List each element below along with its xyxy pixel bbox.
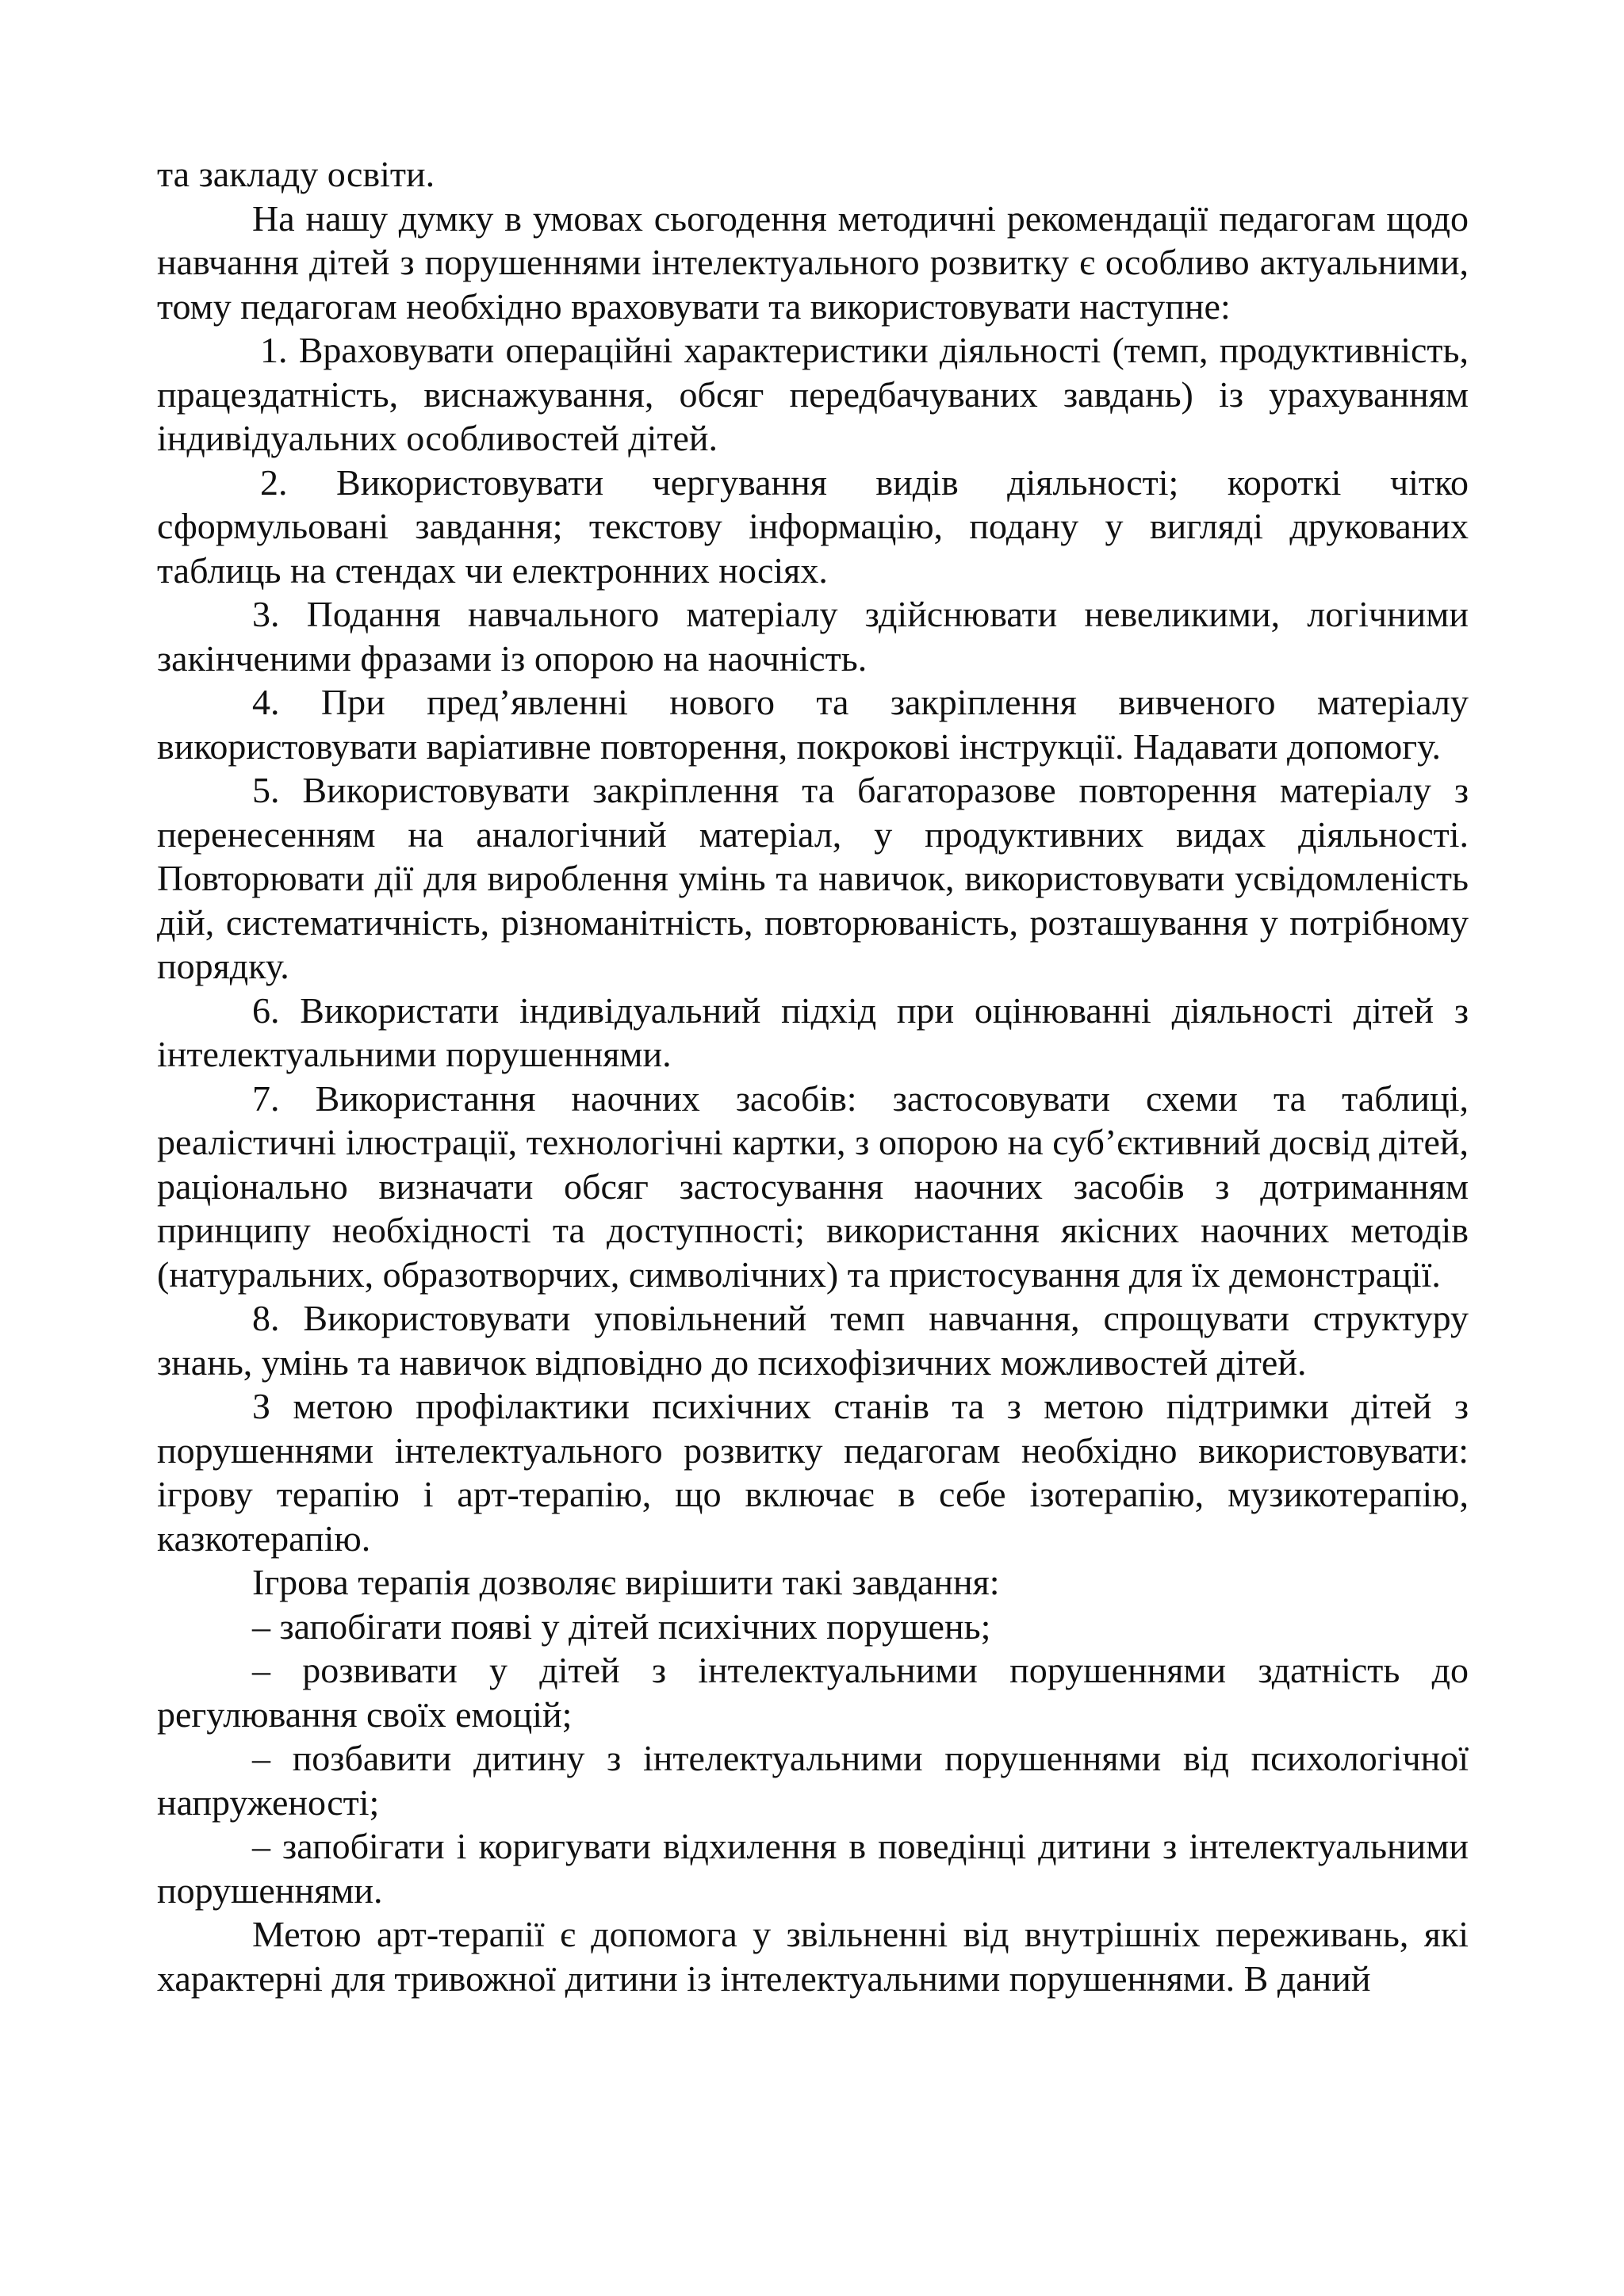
list-item: 4. При пред’явленні нового та закріплення вивченого матеріалу використовувати варіативне повторення, покрокові інструкції. Надавати допомогу. — [157, 682, 1469, 767]
document-page — [157, 152, 1469, 2000]
list-item: 5. Використовувати закріплення та багаторазове повторення матеріалу з перенесенням на аналогічний матеріал, у продуктивних видах діяльності. Повторювати дії для вироблення умінь та навичок, використовувати усвідомленість дій, систематичність, різноманітність, повторюваність, розташування у потрібному порядку. — [157, 770, 1469, 986]
list-item: 6. Використати індивідуальний підхід при оцінюванні діяльності дітей з інтелектуальними порушеннями. — [157, 989, 1469, 1074]
list-item: 7. Використання наочних засобів: застосовувати схеми та таблиці, реалістичні ілюстрації, технологічні картки, з опорою на суб’єктивний досвід дітей, раціонально визначати обсяг застосування наочних засобів з дотриманням принципу необхідності та доступності; використання якісних наочних методів (натуральних, образотворчих, символічних) та пристосування для їх демонстрації. — [157, 1077, 1469, 1295]
paragraph: З метою профілактики психічних станів та з метою підтримки дітей з порушеннями інтелектуального розвитку педагогам необхідно використовувати: ігрову терапію і арт-терапію, що включає в себе ізотерапію, музикотерапію, казкотерапію. — [157, 1386, 1469, 1559]
dash-item: – розвивати у дітей з інтелектуальними порушеннями здатність до регулювання своїх емоцій; — [157, 1650, 1469, 1735]
paragraph: На нашу думку в умовах сьогодення методичні рекомендації педагогам щодо навчання дітей з порушеннями інтелектуального розвитку є особливо актуальними, тому педагогам необхідно враховувати та використовувати наступне: — [157, 197, 1469, 327]
paragraph: Ігрова терапія дозволяє вирішити такі завдання: — [252, 1562, 1000, 1602]
list-item: 2. Використовувати чергування видів діяльності; короткі чітко сформульовані завдання; текстову інформацію, подану у вигляді друкованих таблиць на стендах чи електронних носіях. — [157, 461, 1469, 591]
list-item: 1. Враховувати операційні характеристики діяльності (темп, продуктивність, працездатність, виснажування, обсяг передбачуваних завдань) із урахуванням індивідуальних особливостей дітей. — [157, 330, 1469, 458]
list-item: 3. Подання навчального матеріалу здійснювати невеликими, логічними закінченими фразами із опорою на наочність. — [157, 594, 1469, 679]
dash-item: – позбавити дитину з інтелектуальними порушеннями від психологічної напруженості; — [157, 1738, 1469, 1823]
dash-item: – запобігати появі у дітей психічних порушень; — [252, 1605, 991, 1647]
dash-item: – запобігати і коригувати відхилення в поведінці дитини з інтелектуальними порушеннями. — [157, 1826, 1469, 1911]
list-item: 8. Використовувати уповільнений темп навчання, спрощувати структуру знань, умінь та навичок відповідно до психофізичних можливостей дітей. — [157, 1298, 1469, 1383]
paragraph: та закладу освіти. — [157, 154, 435, 194]
paragraph: Метою арт-терапії є допомога у звільненні від внутрішніх переживань, які характерні для тривожної дитини із інтелектуальними порушеннями. В даний — [157, 1914, 1469, 1999]
